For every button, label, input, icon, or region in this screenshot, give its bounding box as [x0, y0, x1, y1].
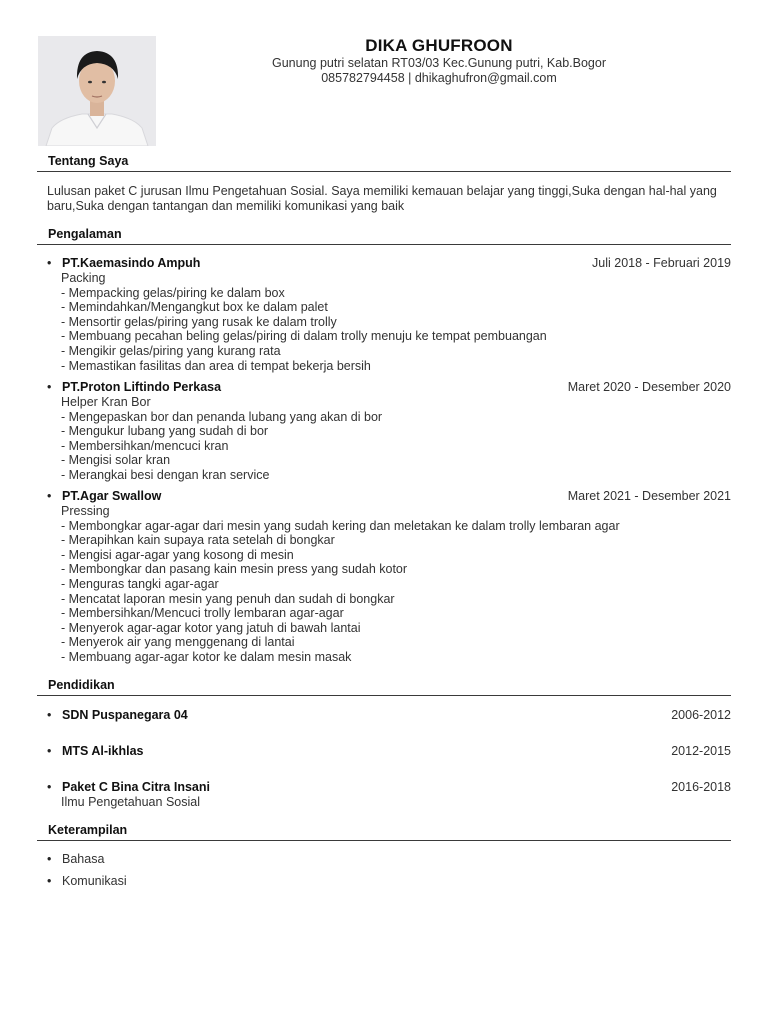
- company-name: PT.Kaemasindo Ampuh: [62, 256, 201, 270]
- skill-label: Bahasa: [62, 852, 105, 866]
- job-task: - Membersihkan/Mencuci trolly lembaran agar-agar: [61, 606, 344, 621]
- skill-label: Komunikasi: [62, 874, 127, 888]
- job-task: - Membersihkan/mencuci kran: [61, 438, 229, 453]
- about-text: Lulusan paket C jurusan Ilmu Pengetahuan Sosial. Saya memiliki kemauan belajar yang tinggi,Suka dengan hal-hal yang baru,Suka dengan tantangan dan memiliki komunikasi yang baik: [47, 184, 717, 213]
- job-task: - Menguras tangki agar-agar: [61, 576, 219, 591]
- job-task: - Mengukur lubang yang sudah di bor: [61, 424, 269, 439]
- education-years: 2012-2015: [671, 744, 731, 758]
- job-task: - Memindahkan/Mengangkut box ke dalam palet: [61, 300, 328, 315]
- education-major: Ilmu Pengetahuan Sosial: [61, 795, 200, 809]
- job-role: Packing: [61, 271, 106, 285]
- bullet-icon: •: [47, 489, 52, 503]
- bullet-icon: •: [47, 708, 52, 722]
- section-skills-title: Keterampilan: [37, 822, 731, 841]
- job-role: Pressing: [61, 504, 110, 518]
- job-task: - Membuang agar-agar kotor ke dalam mesin masak: [61, 649, 352, 664]
- school-name: SDN Puspanegara 04: [62, 708, 188, 722]
- job-task: - Mengisi agar-agar yang kosong di mesin: [61, 547, 294, 562]
- candidate-name: DIKA GHUFROON: [365, 36, 513, 55]
- job-role: Helper Kran Bor: [61, 395, 151, 409]
- contact-line: 085782794458 | dhikaghufron@gmail.com: [321, 70, 557, 85]
- job-task: - Menyerok agar-agar kotor yang jatuh di bawah lantai: [61, 620, 361, 635]
- education-item: [47, 780, 731, 810]
- job-task: - Merangkai besi dengan kran service: [61, 467, 270, 482]
- school-name: Paket C Bina Citra Insani: [62, 780, 210, 794]
- company-name: PT.Agar Swallow: [62, 489, 162, 503]
- school-name: MTS Al-ikhlas: [62, 744, 144, 758]
- job-task: - Membuang pecahan beling gelas/piring di dalam trolly menuju ke tempat pembuangan: [61, 329, 547, 344]
- job-task: - Membongkar agar-agar dari mesin yang sudah kering dan meletakan ke dalam trolly lembaran agar: [61, 518, 620, 533]
- address-line: Gunung putri selatan RT03/03 Kec.Gunung putri, Kab.Bogor: [271, 56, 606, 70]
- employment-date: Maret 2021 - Desember 2021: [567, 489, 731, 503]
- employment-date: Juli 2018 - Februari 2019: [592, 256, 731, 270]
- bullet-icon: •: [47, 256, 52, 270]
- company-name: PT.Proton Liftindo Perkasa: [62, 380, 222, 394]
- employment-date: Maret 2020 - Desember 2020: [567, 380, 731, 394]
- experience-item: [47, 256, 731, 373]
- experience-item: [47, 489, 731, 665]
- person-photo-illustration: [38, 36, 156, 146]
- job-task: - Memastikan fasilitas dan area di tempat bekerja bersih: [61, 358, 371, 373]
- education-years: 2016-2018: [671, 780, 731, 794]
- bullet-icon: •: [47, 780, 52, 794]
- job-task: - Mengikir gelas/piring yang kurang rata: [61, 343, 281, 358]
- section-experience-title: Pengalaman: [37, 226, 731, 245]
- job-task: - Membongkar dan pasang kain mesin press yang sudah kotor: [61, 562, 408, 577]
- education-item: [47, 708, 731, 723]
- job-task: - Mengisi solar kran: [61, 453, 171, 468]
- section-about-title: Tentang Saya: [37, 153, 731, 172]
- job-task: - Menyerok air yang menggenang di lantai: [61, 635, 295, 650]
- bullet-icon: •: [47, 874, 52, 888]
- bullet-icon: •: [47, 380, 52, 394]
- education-years: 2006-2012: [671, 708, 731, 722]
- section-education-title: Pendidikan: [37, 677, 731, 696]
- education-item: [47, 744, 731, 759]
- job-task: - Mensortir gelas/piring yang rusak ke dalam trolly: [61, 314, 337, 329]
- experience-item: [47, 380, 731, 483]
- job-task: - Mengepaskan bor dan penanda lubang yang akan di bor: [61, 409, 383, 424]
- bullet-icon: •: [47, 744, 52, 758]
- resume-header: [160, 36, 718, 85]
- job-task: - Mencatat laporan mesin yang penuh dan sudah di bongkar: [61, 591, 395, 606]
- bullet-icon: •: [47, 852, 52, 866]
- profile-photo: [38, 36, 156, 146]
- job-task: - Merapihkan kain supaya rata setelah di bongkar: [61, 533, 335, 548]
- job-task: - Mempacking gelas/piring ke dalam box: [61, 285, 285, 300]
